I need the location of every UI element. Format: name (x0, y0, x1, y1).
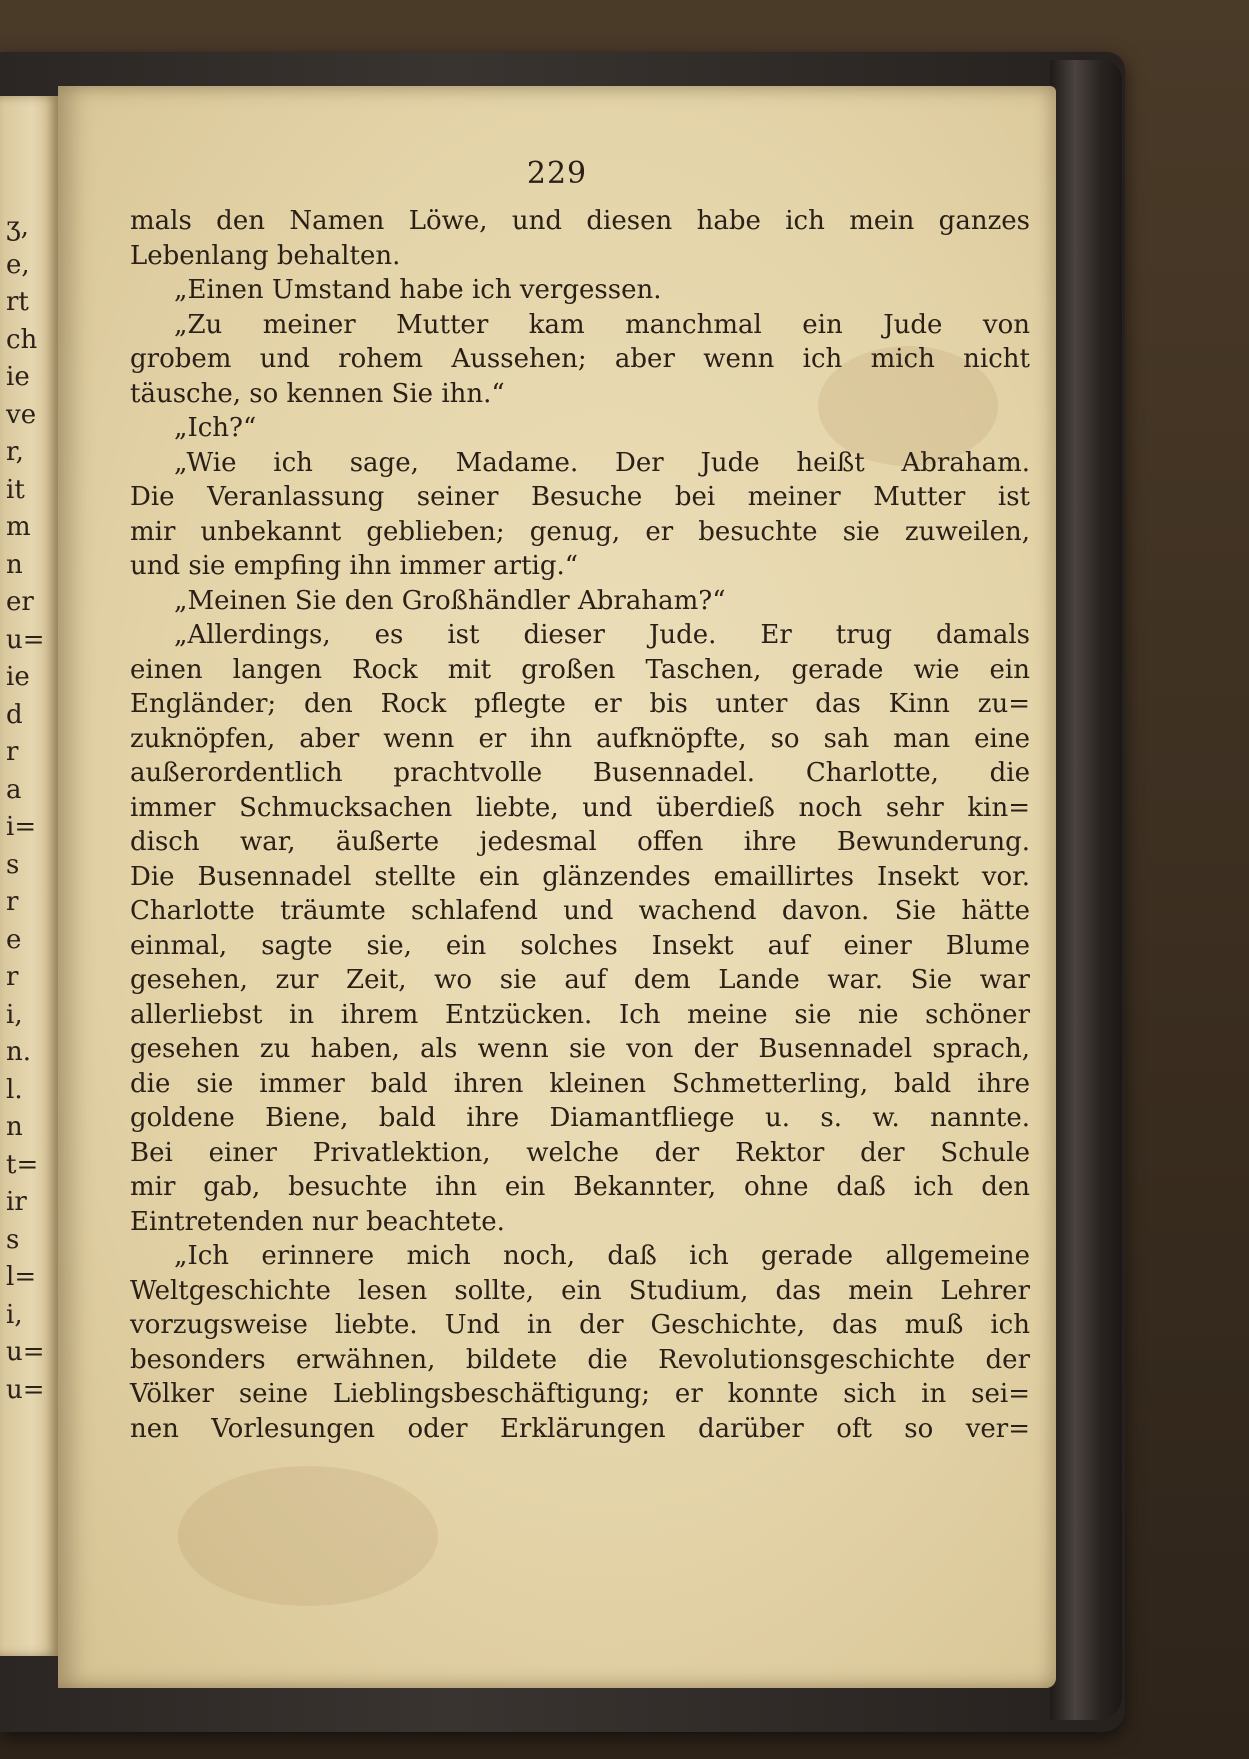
text-line: disch war, äußerte jedesmal offen ihre Bewunderung. (130, 827, 1030, 857)
text-line: „Ich erinnere mich noch, daß ich gerade allgemeine (174, 1241, 1030, 1271)
left-page-fragment: n (6, 1112, 23, 1142)
left-page-fragment: s (6, 1224, 20, 1255)
text-line: „Allerdings, es ist dieser Jude. Er trug damals (174, 620, 1030, 650)
text-line: vorzugsweise liebte. Und in der Geschichte, das muß ich (130, 1310, 1030, 1340)
text-line: Weltgeschichte lesen sollte, ein Studium, das mein Lehrer (130, 1275, 1030, 1306)
left-page-fragment: e, (6, 249, 30, 280)
left-page-fragment: r (6, 887, 19, 917)
left-page-fragment: r (6, 962, 19, 992)
text-line: Völker seine Lieblingsbeschäftigung; er konnte sich in sei= (130, 1379, 1030, 1409)
left-page-fragment: m (6, 512, 31, 542)
left-page-fragment: l. (6, 1074, 23, 1105)
text-line: die sie immer bald ihren kleinen Schmetterling, bald ihre (130, 1068, 1030, 1099)
right-page (58, 86, 1056, 1688)
text-line: zuknöpfen, aber wenn er ihn aufknöpfte, so sah man eine (130, 723, 1030, 754)
left-page-fragment: n. (6, 1037, 32, 1067)
left-page-fragment: s (6, 849, 20, 880)
text-line: Eintretenden nur beachtete. (130, 1206, 505, 1237)
paper-stain (178, 1466, 438, 1606)
book-cover-edge (1050, 60, 1122, 1720)
text-line: besonders erwähnen, bildete die Revolutionsgeschichte der (130, 1344, 1030, 1375)
text-line: „Wie ich sage, Madame. Der Jude heißt Abraham. (174, 447, 1030, 478)
left-page-fragment: ch (6, 324, 38, 355)
text-line: Bei einer Privatlektion, welche der Rektor der Schule (130, 1137, 1030, 1168)
left-page-fragment: ie (6, 662, 30, 692)
left-page-fragment: d (6, 699, 23, 730)
text-line: gesehen, zur Zeit, wo sie auf dem Lande war. Sie war (130, 965, 1030, 995)
text-line: Engländer; den Rock pflegte er bis unter das Kinn zu= (130, 689, 1030, 719)
text-line: allerliebst in ihrem Entzücken. Ich meine sie nie schöner (130, 999, 1030, 1030)
left-page-fragment: it (6, 474, 25, 505)
left-page-fragment: r, (6, 437, 24, 467)
left-page-edge (0, 96, 58, 1656)
left-page-fragment: ʒ, (6, 212, 29, 242)
text-line: „Zu meiner Mutter kam manchmal ein Jude von (174, 309, 1030, 340)
left-page-fragment: u= (6, 1374, 45, 1405)
text-line: „Ich?“ (174, 413, 257, 443)
left-page-fragment: e (6, 924, 22, 955)
text-line: gesehen zu haben, als wenn sie von der Busennadel sprach, (130, 1034, 1030, 1064)
text-line: mals den Namen Löwe, und diesen habe ich mein ganzes (130, 206, 1030, 236)
text-line: Die Busennadel stellte ein glänzendes emaillirtes Insekt vor. (130, 861, 1030, 892)
text-line: außerordentlich prachtvolle Busennadel. Charlotte, die (130, 758, 1030, 788)
left-page-fragment: l= (6, 1262, 37, 1292)
text-line: Charlotte träumte schlafend und wachend davon. Sie hätte (130, 896, 1030, 926)
left-page-fragment: i= (6, 812, 37, 842)
text-line: immer Schmucksachen liebte, und überdieß noch sehr kin= (130, 792, 1030, 823)
text-line: und sie empfing ihn immer artig.“ (130, 551, 579, 581)
text-line: mir unbekannt geblieben; genug, er besuchte sie zuweilen, (130, 516, 1030, 547)
left-page-fragment: er (6, 587, 34, 617)
text-line: täusche, so kennen Sie ihn.“ (130, 378, 505, 409)
left-page-fragment: r (6, 737, 19, 767)
left-page-fragment: i, (6, 1299, 23, 1330)
left-page-fragment: ir (6, 1187, 27, 1217)
text-line: nen Vorlesungen oder Erklärungen darüber oft so ver= (130, 1413, 1030, 1444)
text-line: mir gab, besuchte ihn ein Bekannter, ohne daß ich den (130, 1172, 1030, 1202)
left-page-fragment: n (6, 549, 23, 580)
left-page-fragment: a (6, 774, 22, 805)
left-page-fragment: u= (6, 624, 45, 655)
text-line: Die Veranlassung seiner Besuche bei meiner Mutter ist (130, 482, 1030, 512)
left-page-fragment: ie (6, 362, 30, 392)
body-text (130, 204, 1030, 1446)
text-line: „Meinen Sie den Großhändler Abraham?“ (174, 585, 726, 616)
text-line: goldene Biene, bald ihre Diamantfliege u. s. w. nannte. (130, 1103, 1030, 1133)
left-page-fragment: t= (6, 1149, 39, 1180)
text-line: einen langen Rock mit großen Taschen, gerade wie ein (130, 654, 1030, 685)
left-page-fragment: ve (6, 399, 37, 430)
text-line: grobem und rohem Aussehen; aber wenn ich mich nicht (130, 344, 1030, 374)
page-number: 229 (526, 156, 588, 191)
text-line: „Einen Umstand habe ich vergessen. (174, 275, 662, 305)
left-page-fragment: i, (6, 999, 23, 1030)
left-page-fragment: u= (6, 1337, 45, 1367)
text-line: Lebenlang behalten. (130, 240, 401, 271)
text-line: einmal, sagte sie, ein solches Insekt auf einer Blume (130, 930, 1030, 961)
left-page-fragment: rt (6, 287, 29, 317)
